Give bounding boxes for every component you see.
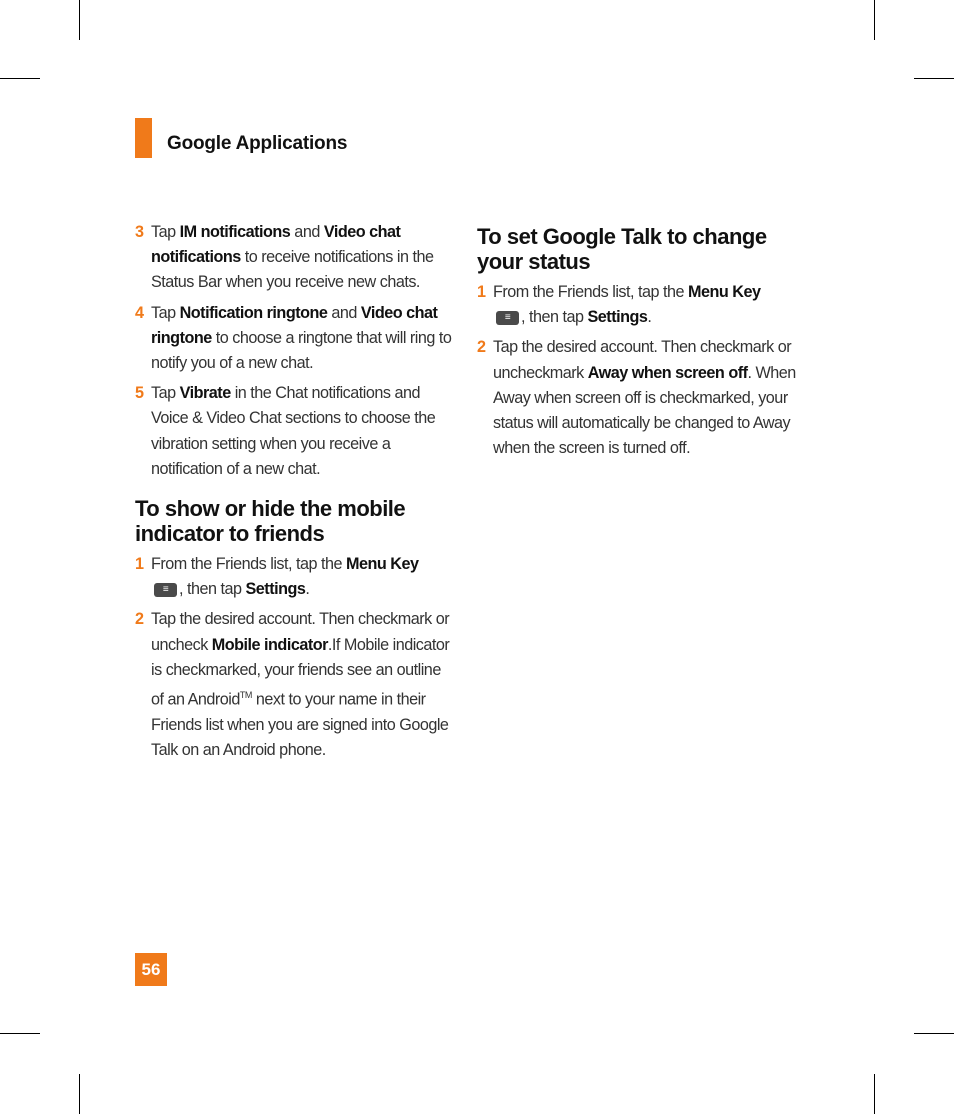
crop-mark [874,1074,875,1114]
step-number: 4 [135,303,144,322]
trademark: TM [239,690,252,701]
bold-term: Notification ringtone [179,303,328,322]
bold-term: Vibrate [179,384,231,403]
list-item: 2 Tap the desired account. Then checkmark or uncheck Mobile indicator.If Mobile indicator is checkmarked, your friends see an outline of an Android™ next to your name in their Friends list when you are signed into Google Talk on an Android phone. [135,607,455,763]
bold-term: Settings [587,308,648,327]
crop-mark [79,0,80,40]
step-number: 1 [477,283,486,301]
right-column [477,224,797,466]
list-item: 4 Tap Notification ringtone and Video chat ringtone to choose a ringtone that will ring to notify you of a new chat. [135,301,455,377]
bold-term: Away when screen off [587,363,748,382]
subsection-heading: To show or hide the mobile indicator to friends [135,496,406,547]
list-item: 5 Tap Vibrate in the Chat notifications and Voice & Video Chat sections to choose the vibration setting when you receive a notification of a new chat. [135,381,455,482]
page-number: 56 [135,953,167,986]
subsection-heading: To set Google Talk to change your status [477,224,767,274]
bold-term: Video chat ringtone [151,303,438,347]
list-item: 2 Tap the desired account. Then checkmark or uncheckmark Away when screen off. When Away when screen off is checkmarked, your status will automatically be changed to Away when the screen is turned off. [477,335,797,461]
crop-mark [914,78,954,79]
bold-term: Video chat notifications [151,223,401,267]
bold-term: Mobile indicator [211,635,328,654]
step-number: 1 [135,555,144,574]
step-number: 2 [477,338,486,357]
step-number: 5 [135,384,144,403]
left-column [135,220,455,768]
crop-mark [0,78,40,79]
bold-term: Menu Key [688,283,761,301]
menu-key-icon: ≡ [154,583,177,597]
menu-key-icon: ≡ [496,311,519,325]
list-item: 1 From the Friends list, tap the Menu Key ≡ , then tap Settings. [135,552,455,602]
crop-mark [914,1033,954,1034]
bold-term: Menu Key [346,555,419,574]
list-item: 3 Tap IM notifications and Video chat notifications to receive notifications in the Status Bar when you receive new chats. [135,220,455,296]
crop-mark [79,1074,80,1114]
section-accent-bar [135,118,152,158]
list-item: 1 From the Friends list, tap the Menu Key ≡ , then tap Settings. [477,280,797,330]
crop-mark [0,1033,40,1034]
step-number: 2 [135,610,144,629]
bold-term: IM notifications [179,223,291,241]
section-title: Google Applications [167,133,348,154]
crop-mark [874,0,875,40]
step-number: 3 [135,223,144,241]
bold-term: Settings [245,580,306,599]
